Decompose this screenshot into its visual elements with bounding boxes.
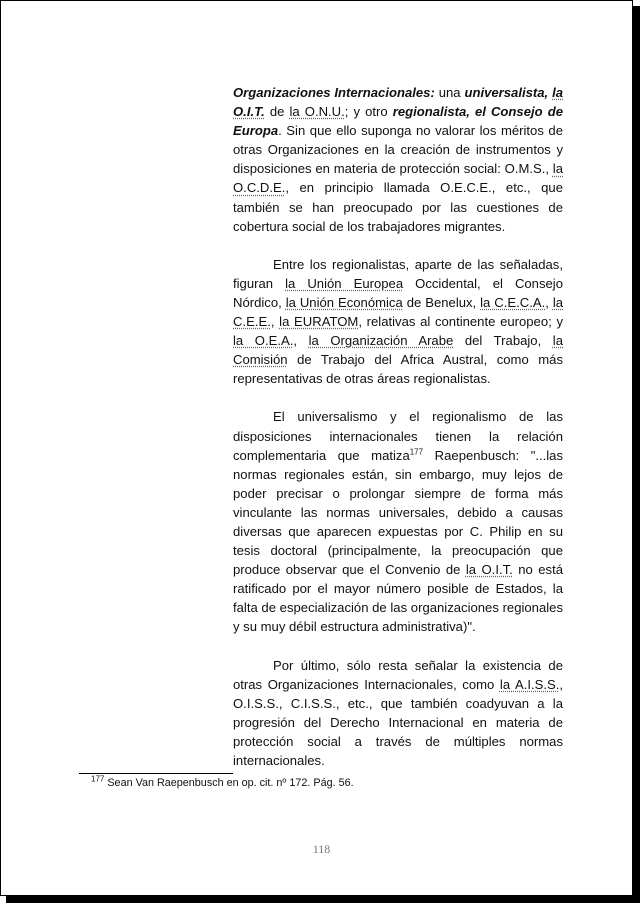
text-segment: una <box>434 85 465 100</box>
emphasis-universalista: universalista, <box>464 85 553 100</box>
body-text <box>233 83 563 789</box>
text-segment: , <box>293 333 309 349</box>
footnote <box>91 774 354 789</box>
lead-phrase: Organizaciones Internacionales: <box>233 85 435 100</box>
org-cee: la C.E.E. <box>233 294 564 330</box>
paragraph-2 <box>233 255 563 389</box>
emphasis-regionalista: regionalista, el Consejo de Europa <box>233 104 563 139</box>
page-number: 118 <box>312 842 331 856</box>
org-oea: la O.E.A. <box>233 333 294 349</box>
text-segment: . Sin que ello suponga no valorar los méritos de otras Organizaciones en la creación de instrumentos y disposiciones en materia de protección social: O.M.S., <box>233 123 563 177</box>
paragraph-3 <box>233 407 563 636</box>
page-shadow-bottom <box>6 896 640 903</box>
text-segment: de Trabajo del Africa Austral, como más representativas de otras áreas regionalistas. <box>233 352 563 387</box>
text-segment: El universalismo y el regionalismo de las disposiciones internacionales tienen la relación complementaria que matiza <box>233 409 563 463</box>
paragraph-1 <box>233 83 563 236</box>
text-segment: Raepenbusch: "...las normas regionales están, sin embargo, muy lejos de poder precisar o prolongar siempre de forma más vinculante las normas universales, debido a causas diversas que aparecen expuestas por C. Philip en su tesis doctoral (principalmente, la preocupación que produce observar que el Convenio de <box>233 447 563 578</box>
abbrev-oit: la O.I.T. <box>465 562 513 578</box>
text-segment: , <box>545 294 553 310</box>
org-ueo: la Unión Europea <box>285 275 404 291</box>
text-segment: Occidental, el Consejo Nórdico, <box>233 275 563 310</box>
org-arabe: la Organización Arabe <box>308 333 454 349</box>
text-segment: no está ratificado por el mayor número posible de Estados, la falta de especialización de las organizaciones regionales y su muy débil estructura administrativa)". <box>233 562 563 635</box>
abbrev-oit: la O.I.T. <box>233 85 564 120</box>
text-segment: Por último, sólo resta señalar la existencia de otras Organizaciones Internacionales, como <box>233 657 563 692</box>
text-segment: , O.I.S.S., C.I.S.S., etc., que también coadyuvan a la progresión del Derecho Internacional en materia de protección social a través de múltiples normas internacionales. <box>233 676 563 768</box>
text-segment: del Trabajo, <box>453 333 553 349</box>
page-shadow-right <box>633 6 640 902</box>
footnote-reference[interactable]: 177 <box>409 447 424 457</box>
footnote-text: Sean Van Raepenbusch en op. cit. nº 172. Pág. 56. <box>104 777 354 789</box>
footnote-number: 177 <box>91 774 105 784</box>
org-euratom: la EURATOM <box>279 314 359 330</box>
abbrev-ocde: la O.C.D.E. <box>233 161 563 196</box>
text-segment: , <box>270 314 280 330</box>
org-benelux: la Unión Económica <box>285 294 403 310</box>
abbrev-onu: la O.N.U. <box>289 104 345 120</box>
text-segment: , en principio llamada O.E.C.E., etc., que también se han preocupado por las cuestiones de cobertura social de los trabajadores migrantes. <box>233 180 563 234</box>
text-segment: Entre los regionalistas, aparte de las señaladas, figuran <box>233 256 563 291</box>
text-segment: de Benelux, <box>402 294 481 310</box>
text-segment: ; y otro <box>344 104 393 120</box>
paragraph-4 <box>233 656 563 771</box>
text-segment: , relativas al continente europeo; y <box>358 314 563 330</box>
org-aiss: la A.I.S.S. <box>499 676 560 692</box>
text-segment: de <box>264 104 290 120</box>
org-ceca: la C.E.C.A. <box>480 294 546 310</box>
org-comision: la Comisión <box>233 333 563 368</box>
